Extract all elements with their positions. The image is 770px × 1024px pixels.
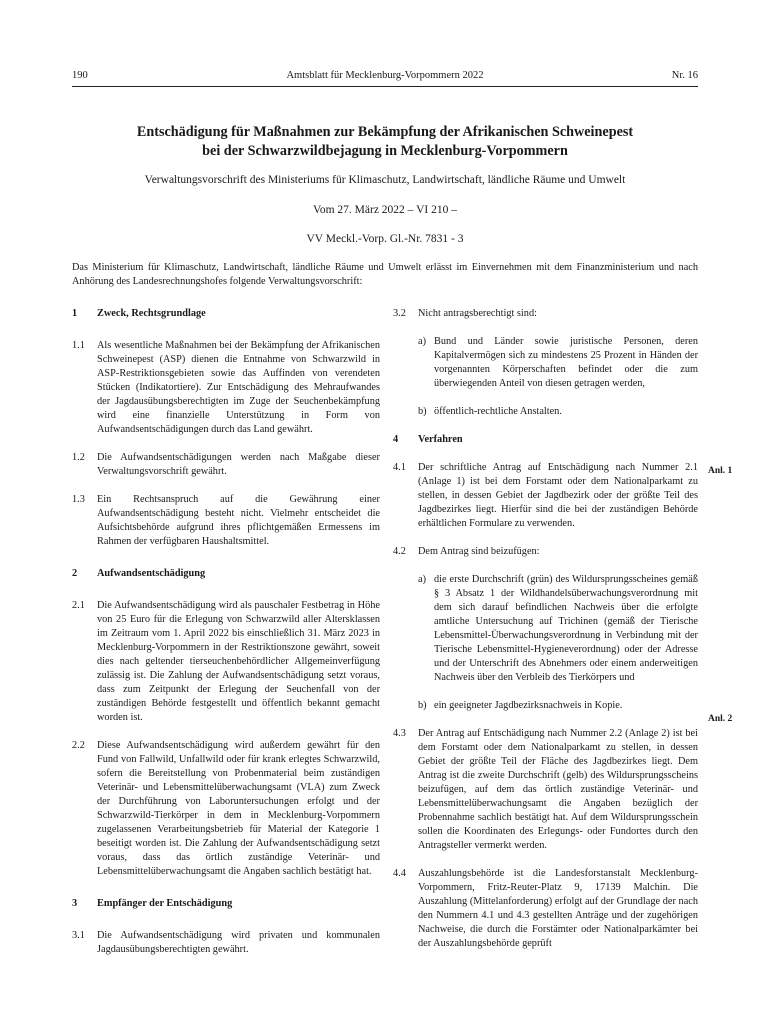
- paragraph-number: 2.1: [72, 600, 85, 611]
- paragraph-text: Die Aufwandsentschädigungen werden nach Maßgabe dieser Verwaltungsvorschrift gewährt.: [97, 452, 380, 477]
- paragraph-number: 4.4: [393, 868, 406, 879]
- margin-note-annex-2: Anl. 2: [708, 714, 733, 724]
- section-number: 4: [393, 434, 399, 445]
- paragraph-2-2: [72, 739, 380, 879]
- list-item-3-2-a: [393, 335, 698, 391]
- document-subtitle: Verwaltungsvorschrift des Ministeriums für Klimaschutz, Landwirtschaft, ländliche Räume und Umwelt: [144, 174, 626, 186]
- running-header: [72, 70, 698, 87]
- journal-name: Amtsblatt für Mecklenburg-Vorpommern 2022: [286, 70, 484, 81]
- section-number: 2: [72, 568, 78, 579]
- paragraph-number: 1.3: [72, 494, 85, 505]
- paragraph-number: 3.1: [72, 930, 85, 941]
- paragraph-3-2: [393, 307, 698, 321]
- intro-paragraph: Das Ministerium für Klimaschutz, Landwirtschaft, ländliche Räume und Umwelt erlässt im Einvernehmen mit dem Finanzministerium und nach Anhörung des Landesrechnungshofes folgende Verwaltungsvorschrift:: [72, 262, 698, 287]
- paragraph-number: 1.2: [72, 452, 85, 463]
- section-title: Empfänger der Entschädigung: [97, 898, 233, 909]
- paragraph-2-1: [72, 599, 380, 725]
- paragraph-4-4: [393, 867, 698, 951]
- section-number: 3: [72, 898, 78, 909]
- section-heading-4: [393, 433, 698, 447]
- section-title: Zweck, Rechtsgrundlage: [97, 308, 206, 319]
- right-column: [393, 307, 698, 951]
- paragraph-1-2: [72, 451, 380, 479]
- paragraph-text: Ein Rechtsanspruch auf die Gewährung einer Aufwandsentschädigung besteht nicht. Vielmehr entscheidet die Aufsichtsbehörde aufgrund ihres pflichtgemäßen Ermessens im Rahmen der verfügbaren Haushaltsmittel.: [97, 494, 380, 547]
- list-text: die erste Durchschrift (grün) des Wildursprungsscheines gemäß § 3 Absatz 1 der Wildhandelsüberwachungsverordnung mit dem sich darauf befindlichen Nachweis über die erfolgte amtliche Untersuchung auf Trichinen (gemäß der Tierische Lebensmittel-Überwachungsverordnung in Verbindung mit der Tierische Lebensmittel-Hygieneverordnung) oder der Adresse und der Unterschrift des Abnehmers oder einem anderweitigen Nachweis über den Verbleib des Tierkörpers und: [434, 574, 698, 683]
- paragraph-number: 2.2: [72, 740, 85, 751]
- paragraph-3-1: [72, 929, 380, 957]
- paragraph-text: Nicht antragsberechtigt sind:: [418, 308, 537, 319]
- paragraph-4-1: [393, 461, 698, 531]
- document-title: [72, 123, 698, 161]
- margin-note-annex-1: Anl. 1: [708, 466, 733, 476]
- list-item-3-2-b: [393, 405, 698, 419]
- list-label: b): [418, 406, 427, 417]
- list-item-4-2-a: [393, 573, 698, 685]
- classification-number: VV Meckl.-Vorp. Gl.-Nr. 7831 - 3: [306, 233, 464, 245]
- section-number: 1: [72, 308, 78, 319]
- paragraph-text: Die Aufwandsentschädigung wird als pauschaler Festbetrag in Höhe von 25 Euro für die Erlegung von Schwarzwild aller Altersklassen im Zeitraum vom 1. April 2022 bis einschließlich 31. März 2023 in Mecklenburg-Vorpommern in der Restriktionszone gewährt, soweit dies nach geltender tierseuchenbehördlicher Allgemeinverfügung zulässig ist. Die Zahlung der Aufwandsentschädigung setzt voraus, dass zum Zeitpunkt der Erlegung der Seuchenfall von der zuständigen Behörde festgestellt und öffentlich bekannt gemacht worden ist.: [97, 600, 380, 723]
- page-number: 190: [72, 70, 88, 81]
- paragraph-text: Der Antrag auf Entschädigung nach Nummer 2.2 (Anlage 2) ist bei dem Forstamt oder dem Nationalparkamt zu stellen, in dessen Gebiet der größte Teil der Fläche des Jagdbezirkes liegt. Dem Antrag ist die zweite Durchschrift (gelb) des Wildursprungsscheins beizufügen, auf dem das örtlich zuständige Veterinär- und Lebensmittelüberwachungsamt die Angaben bezüglich der Probennahme sachlich bestätigt hat. Auf dem Wildursprungsschein sollen die Koordinaten des Erlegungs- oder Fundortes durch den Antragsteller vermerkt werden.: [418, 728, 698, 851]
- paragraph-4-2: [393, 545, 698, 559]
- paragraph-text: Diese Aufwandsentschädigung wird außerdem gewährt für den Fund von Fallwild, Unfallwild oder für krank erlegtes Schwarzwild, sofern die Bereitstellung von Probenmaterial beim zuständigen Veterinär- und Lebensmittelüberwachungsamt (VLA) zum Zweck der Durchführung von Laboruntersuchungen erfolgt und der Schwarzwild-Tierkörper in dem in Mecklenburg-Vorpommern zugelassenen Verarbeitungsbetrieb für Material der Kategorie 1 beseitigt worden ist. Die Zahlung der Aufwandsentschädigung setzt voraus, dass das örtlich zuständige Veterinär- und Lebensmittelüberwachungsamt die Angaben sachlich bestätigt hat.: [97, 740, 380, 877]
- list-text: ein geeigneter Jagdbezirksnachweis in Kopie.: [434, 700, 623, 711]
- list-text: öffentlich-rechtliche Anstalten.: [434, 406, 562, 417]
- paragraph-number: 1.1: [72, 340, 85, 351]
- list-text: Bund und Länder sowie juristische Personen, deren Kapitalvermögen sich zu mindestens 25 Prozent in Händen der vorgenannten Körperschaften befindet oder die zum überwiegenden Anteil von diesen getragen werden,: [434, 336, 698, 389]
- paragraph-number: 4.3: [393, 728, 406, 739]
- paragraph-text: Die Aufwandsentschädigung wird privaten und kommunalen Jagdausübungsberechtigten gewährt.: [97, 930, 380, 955]
- section-heading-2: [72, 567, 380, 581]
- list-label: a): [418, 336, 426, 347]
- left-column: [72, 307, 380, 957]
- paragraph-text: Als wesentliche Maßnahmen bei der Bekämpfung der Afrikanischen Schweinepest (ASP) dienen die Entnahme von Schwarzwild in ASP-Restriktionsgebieten sowie das Auffinden von verendeten Stücken (Indikatortiere). Zur Entschädigung des Mehraufwandes der Jagdausübungsberechtigten im Zuge der Seuchenbekämpfung wird eine finanzielle Unterstützung in Form von Aufwandsentschädigungen durch das Land gewährt.: [97, 340, 380, 435]
- paragraph-text: Der schriftliche Antrag auf Entschädigung nach Nummer 2.1 (Anlage 1) ist bei dem Forstamt oder dem Nationalparkamt zu stellen, in dessen Gebiet der Jagdbezirk oder der größte Teil des Jagdbezirkes liegt. Hierfür sind die bei der zuständigen Behörde erhältlichen Formulare zu verwenden.: [418, 462, 698, 529]
- title-line-2: bei der Schwarzwildbejagung in Mecklenburg-Vorpommern: [202, 143, 568, 159]
- paragraph-text: Auszahlungsbehörde ist die Landesforstanstalt Mecklenburg-Vorpommern, Fritz-Reuter-Platz 9, 17139 Malchin. Die Auszahlung (Mittelanforderung) erfolgt auf der Grundlage der nach den Nummern 4.1 und 4.3 gestellten Anträge und der zugehörigen Nachweise, die durch die Forstämter oder Nationalparkämter bei der Auszahlungsbehörde geprüft: [418, 868, 698, 949]
- section-title: Verfahren: [418, 434, 463, 445]
- title-line-1: Entschädigung für Maßnahmen zur Bekämpfung der Afrikanischen Schweinepest: [136, 124, 634, 140]
- paragraph-number: 3.2: [393, 308, 406, 319]
- section-title: Aufwandsentschädigung: [97, 568, 206, 579]
- list-item-4-2-b: [393, 699, 698, 713]
- paragraph-1-1: [72, 339, 380, 437]
- paragraph-text: Dem Antrag sind beizufügen:: [418, 546, 540, 557]
- list-label: b): [418, 700, 427, 711]
- issue-number: Nr. 16: [671, 70, 698, 81]
- document-date: Vom 27. März 2022 – VI 210 –: [313, 204, 457, 216]
- list-label: a): [418, 574, 426, 585]
- paragraph-number: 4.2: [393, 546, 406, 557]
- paragraph-number: 4.1: [393, 462, 406, 473]
- paragraph-4-3: [393, 727, 698, 853]
- paragraph-1-3: [72, 493, 380, 549]
- section-heading-1: [72, 307, 380, 321]
- section-heading-3: [72, 897, 380, 911]
